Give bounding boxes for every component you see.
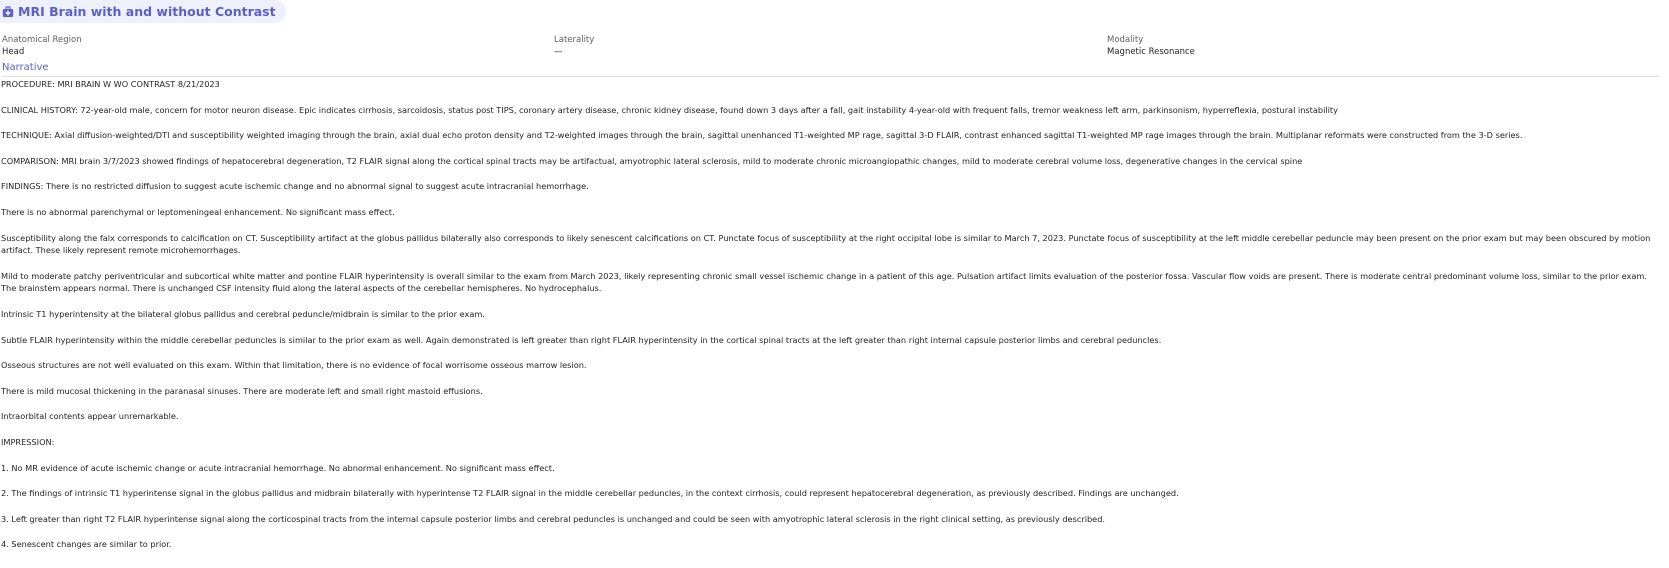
- section-divider: [2, 76, 1659, 77]
- report-paragraph: CLINICAL HISTORY: 72-year-old male, concern for motor neuron disease. Epic indicates cirrhosis, sarcoidosis, status post TIPS, coronary artery disease, chronic kidney disease, found down 3 days after a fall, gait instability 4-year-old with frequent falls, tremor weakness left arm, parkinsonism, hyperreflexia, postural instability: [1, 104, 1338, 115]
- laterality-field: [554, 34, 594, 58]
- anatomical-region-field: [2, 34, 82, 58]
- report-paragraph: Subtle FLAIR hyperintensity within the middle cerebellar peduncles is similar to the prior exam as well. Again demonstrated is left greater than right FLAIR hyperintensity in the cortical spinal tracts at the left greater than right internal capsule posterior limbs and cerebral peduncles.: [1, 334, 1162, 345]
- field-value: Head: [2, 47, 25, 57]
- report-paragraph: 4. Senescent changes are similar to prior.: [1, 539, 172, 550]
- report-paragraph: 2. The findings of intrinsic T1 hyperintense signal in the globus pallidus and midbrain bilaterally with hyperintense T2 FLAIR signal in the middle cerebellar peduncles, in the context cirrhosis, could represent hepatocerebral degeneration, as previously described. Findings are unchanged.: [1, 488, 1179, 499]
- report-paragraph: Mild to moderate patchy periventricular and subcortical white matter and pontine FLAIR hyperintensity is overall similar to the exam from March 2023, likely representing chronic small vessel ischemic change in a patient of this age. Pulsation artifact limits evaluation of the posterior fossa. Vascular flow voids are present. There is moderate central predominant volume loss, similar to the prior exam. The brainstem appears normal. There is unchanged CSF intensity fluid along the lateral aspects of the cerebellar hemispheres. No hydrocephalus.: [1, 270, 1647, 294]
- report-paragraph: FINDINGS: There is no restricted diffusion to suggest acute ischemic change and no abnormal signal to suggest acute intracranial hemorrhage.: [1, 181, 589, 192]
- report-paragraph: 1. No MR evidence of acute ischemic change or acute intracranial hemorrhage. No abnormal enhancement. No significant mass effect.: [1, 462, 555, 473]
- modality-field: [1107, 34, 1195, 58]
- report-paragraph: There is mild mucosal thickening in the paranasal sinuses. There are moderate left and small right mastoid effusions.: [1, 385, 483, 396]
- narrative-heading: Narrative: [2, 62, 49, 73]
- field-label: Anatomical Region: [2, 35, 82, 45]
- field-label: Laterality: [554, 35, 595, 45]
- report-paragraph: Susceptibility along the falx corresponds to calcification on CT. Susceptibility artifact at the globus pallidus bilaterally also corresponds to likely senescent calcifications on CT. Punctate focus of susceptibility at the right occipital lobe is similar to March 7, 2023. Punctate focus of susceptibility at the left middle cerebellar peduncle may been present on the prior exam but may been obscured by motion artifact. These likely represent remote microhemorrhages.: [1, 232, 1651, 256]
- report-narrative: [1, 78, 1661, 564]
- report-paragraph: COMPARISON: MRI brain 3/7/2023 showed findings of hepatocerebral degeneration, T2 FLAIR signal along the cortical spinal tracts may be artifactual, amyotrophic lateral sclerosis, mild to moderate chronic microangiopathic changes, mild to moderate cerebral volume loss, degenerative changes in the cervical spine: [1, 155, 1303, 166]
- report-paragraph: Osseous structures are not well evaluated on this exam. Within that limitation, there is no evidence of focal worrisome osseous marrow lesion.: [1, 360, 587, 371]
- report-paragraph: Intrinsic T1 hyperintensity at the bilateral globus pallidus and cerebral peduncle/midbrain is similar to the prior exam.: [1, 308, 485, 319]
- field-label: Modality: [1107, 35, 1144, 45]
- report-paragraph: 3. Left greater than right T2 FLAIR hyperintense signal along the corticospinal tracts from the internal capsule posterior limbs and cerebral peduncles is unchanged and could be seen with amyotrophic lateral sclerosis in the right clinical setting, as previously described.: [1, 513, 1106, 524]
- report-title-chip[interactable]: [0, 0, 286, 23]
- report-paragraph: There is no abnormal parenchymal or leptomeningeal enhancement. No significant mass effect.: [1, 206, 395, 217]
- report-paragraph: TECHNIQUE: Axial diffusion-weighted/DTI and susceptibility weighted imaging through the brain, axial dual echo proton density and T2-weighted images through the brain, sagittal unenhanced T1-weighted MP rage, sagittal 3-D FLAIR, contrast enhanced sagittal T1-weighted MP rage images through the brain. Multiplanar reformats were constructed from the 3-D series.: [1, 130, 1523, 141]
- report-paragraph: PROCEDURE: MRI BRAIN W WO CONTRAST 8/21/2023: [1, 79, 220, 89]
- medical-case-icon: [2, 6, 14, 18]
- report-paragraph: IMPRESSION:: [1, 436, 55, 447]
- field-value: —: [554, 47, 563, 57]
- report-paragraph: Intraorbital contents appear unremarkable.: [1, 411, 179, 422]
- field-value: Magnetic Resonance: [1107, 47, 1195, 57]
- report-title: MRI Brain with and without Contrast: [18, 4, 276, 19]
